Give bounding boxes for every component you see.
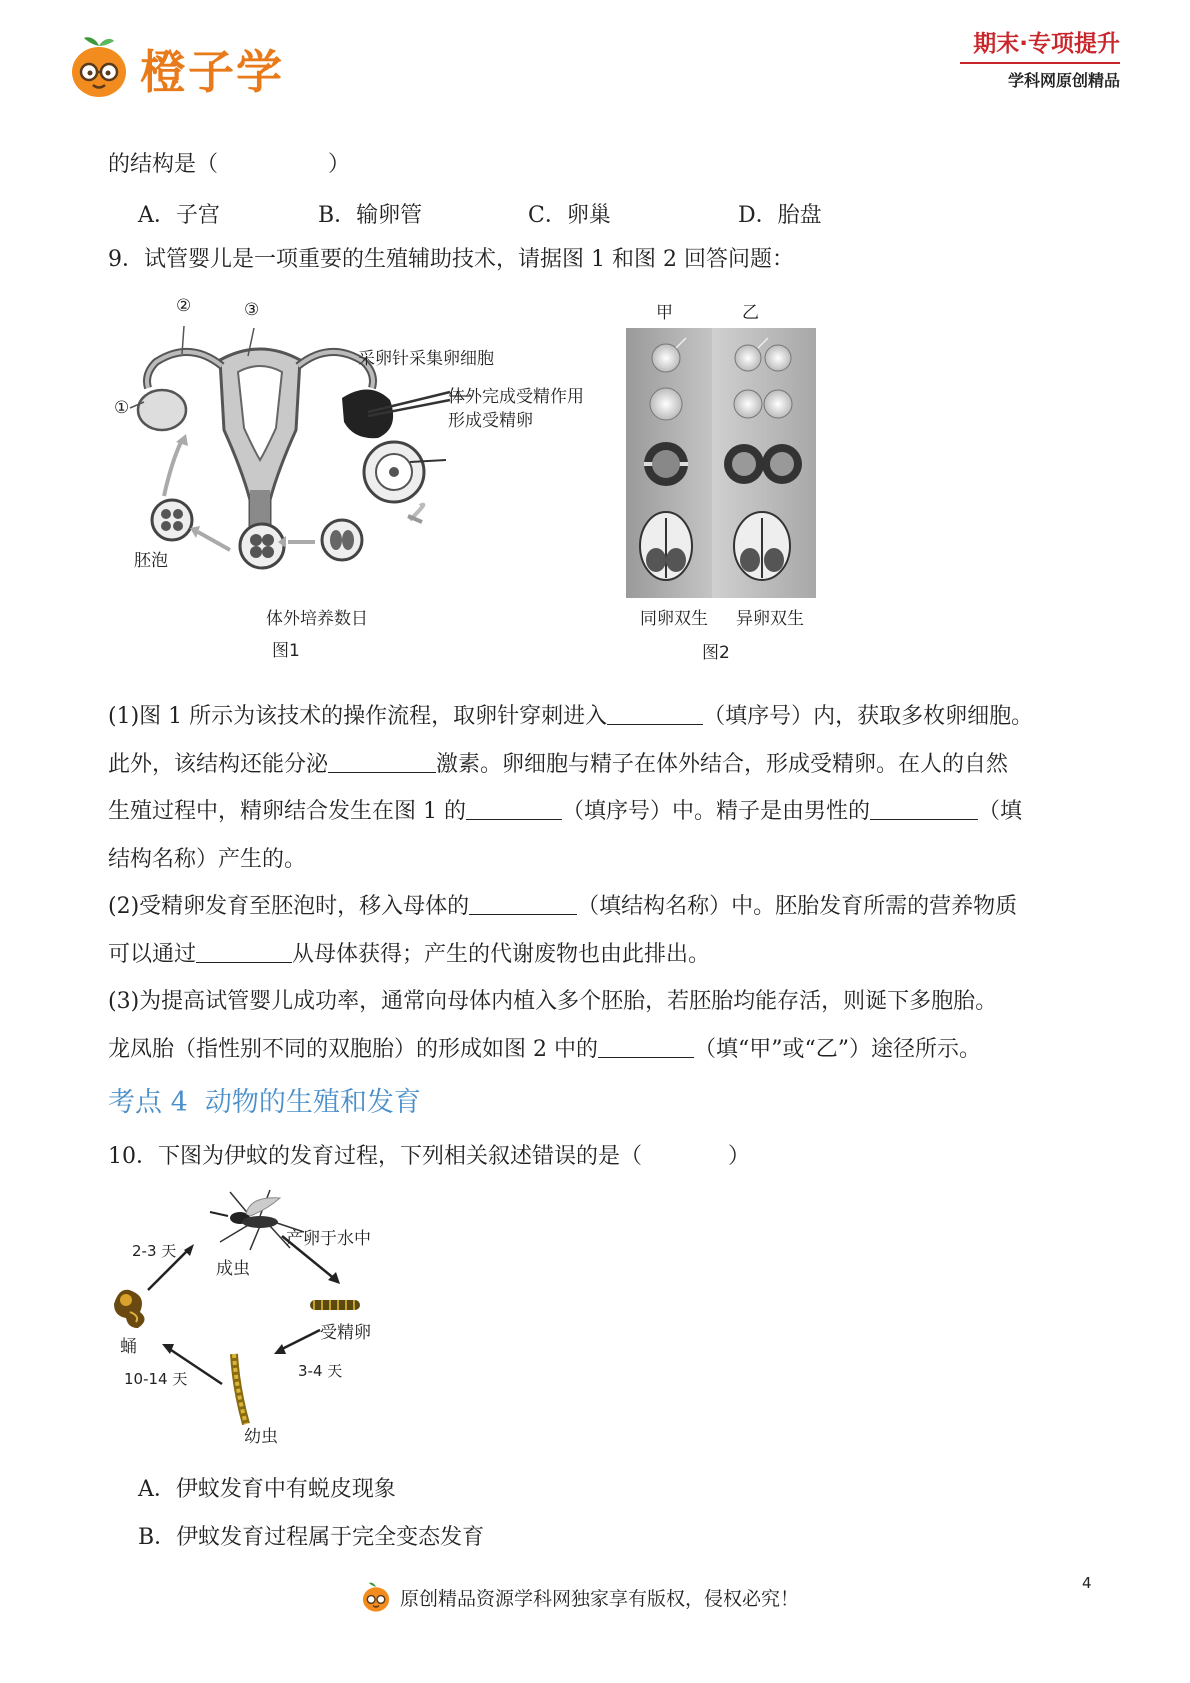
- duration-pupa: 10-14 天: [124, 1370, 188, 1388]
- fig1-label-needle: 采卵针采集卵细胞: [358, 349, 494, 369]
- fig1-mark-2: ②: [176, 296, 192, 316]
- blank-5[interactable]: [469, 892, 577, 915]
- header-tag: [960, 28, 1120, 92]
- header-tag-title: 期末·专项提升: [973, 31, 1120, 57]
- q8-option-a: A．子宫: [138, 203, 220, 228]
- stage-egg-label: 受精卵: [320, 1323, 371, 1343]
- q9-p1-line3: [108, 797, 1022, 827]
- stage-adult-label: 成虫: [216, 1259, 250, 1279]
- fig2-col-jia: 甲: [656, 303, 673, 323]
- fig1-label-embryo: 胚泡: [134, 551, 168, 571]
- q9-stem: 9．试管婴儿是一项重要的生殖辅助技术，请据图 1 和图 2 回答问题：: [108, 247, 794, 272]
- blank-7[interactable]: [598, 1035, 694, 1058]
- blank-4[interactable]: [870, 797, 978, 820]
- q9-p2-l1-a: (2)受精卵发育至胚泡时，移入母体的: [108, 894, 470, 919]
- section-heading: 考点 4 动物的生殖和发育: [108, 1087, 421, 1118]
- q9-p3-line2: [108, 1035, 981, 1065]
- fig1-label-fert2: 形成受精卵: [448, 411, 533, 431]
- blank-6[interactable]: [196, 940, 292, 963]
- q8-stem-text: 的结构是（: [108, 152, 219, 177]
- figure-2: [626, 298, 826, 668]
- pupa-icon: [114, 1290, 145, 1328]
- orange-logo-icon: [66, 32, 136, 102]
- footer-copyright: 原创精品资源学科网独家享有版权，侵权必究！: [400, 1588, 800, 1610]
- duration-egg: 3-4 天: [298, 1362, 343, 1380]
- duration-adult: 2-3 天: [132, 1242, 177, 1260]
- page-number: 4: [1082, 1574, 1092, 1592]
- header-tag-sub: 学科网原创精品: [1007, 71, 1120, 90]
- q9-p2-l2-b: 从母体获得；产生的代谢废物也由此排出。: [292, 942, 711, 967]
- q9-p1-l3-b: （填序号）中。精子是由男性的: [562, 799, 871, 824]
- q9-p3-l2-b: （填“甲”或“乙”）途径所示。: [694, 1037, 981, 1062]
- blank-3[interactable]: [466, 797, 562, 820]
- stage-egg-note: 产卵于水中: [286, 1229, 371, 1249]
- q8-option-c: C．卵巢: [528, 203, 611, 228]
- blank-2[interactable]: [328, 750, 436, 773]
- fig1-mark-1: ①: [114, 398, 130, 418]
- q9-p1-l3-c: （填: [978, 799, 1023, 824]
- orange-logo-small-icon: [360, 1580, 394, 1614]
- fig2-caption: 图2: [702, 643, 730, 663]
- q9-p1-l3-a: 生殖过程中，精卵结合发生在图 1 的: [108, 799, 466, 824]
- q10-option-a: A．伊蚊发育中有蜕皮现象: [138, 1477, 396, 1502]
- q9-p1-l2-b: 激素。卵细胞与精子在体外结合，形成受精卵。在人的自然: [436, 752, 1009, 777]
- fig1-caption: 图1: [272, 641, 300, 661]
- q10-stem: [108, 1142, 750, 1172]
- q9-p1-l2-a: 此外，该结构还能分泌: [108, 752, 329, 777]
- fig1-label-culture: 体外培养数日: [266, 609, 368, 629]
- stage-pupa-label: 蛹: [120, 1337, 137, 1357]
- q9-p2-l1-b: （填结构名称）中。胚胎发育所需的营养物质: [577, 894, 1018, 919]
- q9-p2-line2: [108, 940, 710, 970]
- fig1-label-fert1: 体外完成受精作用: [448, 387, 584, 407]
- q10-option-b: B．伊蚊发育过程属于完全变态发育: [138, 1525, 485, 1550]
- fig2-label-identical: 同卵双生: [640, 609, 708, 629]
- egg-raft-icon: [310, 1300, 360, 1310]
- q10-stem-close: ）: [728, 1144, 751, 1169]
- fig1-mark-3: ③: [244, 300, 260, 320]
- q8-stem-end: [108, 150, 350, 180]
- q8-stem-close: ）: [328, 152, 351, 177]
- q9-p3-line1: (3)为提高试管婴儿成功率，通常向母体内植入多个胚胎，若胚胎均能存活，则诞下多胞胎。: [108, 989, 998, 1014]
- q9-p1-l1-b: （填序号）内，获取多枚卵细胞。: [703, 704, 1034, 729]
- q9-p2-l2-a: 可以通过: [108, 942, 197, 967]
- brand-name: 橙子学: [140, 45, 284, 99]
- q9-p1-line4: 结构名称）产生的。: [108, 847, 307, 872]
- twin-formation-diagram: [626, 328, 816, 598]
- brand-logo: [66, 32, 326, 102]
- header-tag-divider: [960, 62, 1120, 64]
- figure-1: [110, 296, 620, 670]
- mosquito-lifecycle-figure: [110, 1188, 410, 1458]
- footer: [360, 1580, 860, 1620]
- q9-p3-l2-a: 龙凤胎（指性别不同的双胞胎）的形成如图 2 中的: [108, 1037, 598, 1062]
- q8-option-d: D．胎盘: [738, 203, 822, 228]
- q9-p1-line1: [108, 702, 1033, 732]
- q9-p1-line2: [108, 750, 1008, 780]
- q9-p2-line1: [108, 892, 1017, 922]
- q9-p1-l1-a: (1)图 1 所示为该技术的操作流程，取卵针穿刺进入: [108, 704, 608, 729]
- larva-icon: [234, 1354, 246, 1424]
- blank-1[interactable]: [607, 702, 703, 725]
- q10-stem-text: 10．下图为伊蚊的发育过程，下列相关叙述错误的是（: [108, 1144, 642, 1169]
- fig2-label-fraternal: 异卵双生: [736, 609, 804, 629]
- q8-option-b: B．输卵管: [318, 203, 423, 228]
- stage-larva-label: 幼虫: [244, 1427, 278, 1447]
- fig2-col-yi: 乙: [742, 303, 759, 323]
